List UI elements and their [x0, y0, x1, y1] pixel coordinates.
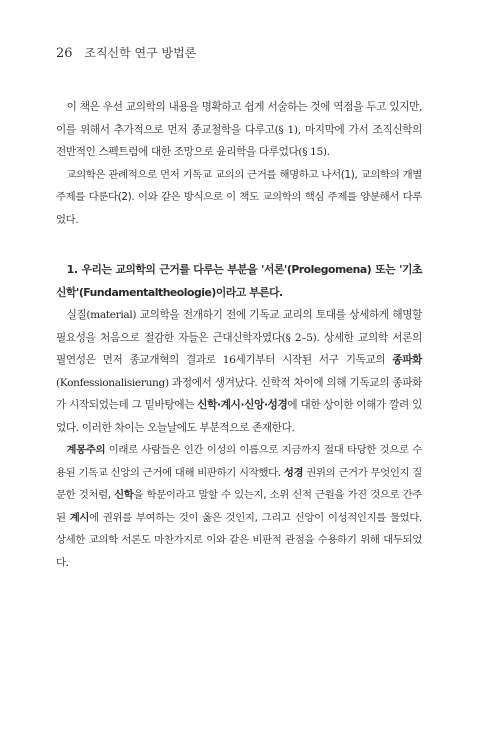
p4-bold-revelation: 계시 [69, 511, 90, 524]
paragraph-dogmatics: 교의학은 관례적으로 먼저 기독교 교의의 근거를 해명하고 나서(1), 교의학의 개별 주제를 다룬다(2). 이와 같은 방식으로 이 책도 교의학의 핵심 주제를 양분해서 다루었다. [56, 168, 422, 226]
section-gap [56, 231, 422, 259]
p3-bold-terms: 신학·계시·신앙·성경 [197, 399, 288, 411]
body-text [56, 96, 422, 574]
p4-bold-enlightenment: 계몽주의 [66, 444, 106, 456]
page-number: 26 [56, 46, 73, 61]
p4-text-4: 에 권위를 부여하는 것이 옳은 것인지, 그리고 신앙이 이성적인지를 물었다. 상세한 교의학 서론도 마찬가지로 이와 같은 비판적 관점을 수용하기 위해 대두되었다. [56, 511, 422, 569]
paragraph-intro: 이 책은 우선 교의학의 내용을 명확하고 쉽게 서술하는 것에 역점을 두고 있지만, 이를 위해서 추가적으로 먼저 종교철학을 다루고(§ 1), 마지막에 가서 조직신학의 전반적인 스펙트럼에 대한 조망으로 윤리학을 다루었다(§ 15). [56, 101, 422, 158]
p3-bold-konfessionalisierung: 종파화 [392, 354, 422, 366]
p3-text-1: 실질(material) 교의학을 전개하기 전에 기독교 교리의 토대를 상세하게 해명할 필요성을 처음으로 절감한 자들은 근대신학자였다(§ 2–5). 상세한 교의학 서론의 필연성은 먼저 종교개혁의 결과로 16세기부터 시작된 서구 기독교의 [56, 309, 422, 366]
paragraph-enlightenment [56, 439, 422, 574]
p4-text-1: 이래로 사람들은 인간 이성의 이름으로 지금까지 절대 타당한 것으로 수용된 기독교 신앙의 근거에 대해 비판하기 시작했다. [56, 444, 422, 479]
running-title: 조직신학 연구 방법론 [84, 46, 197, 60]
running-header [56, 44, 196, 61]
p4-text-3: 을 학문이라고 말할 수 있는지, 소위 신적 근원을 가진 것으로 간주된 [56, 489, 422, 524]
p3-text-2: (Konfessionalisierung) 과정에서 생겨났다. 신학적 차이에 의해 기독교의 종파화가 시작되었는데 그 밑바탕에는 [56, 376, 422, 411]
section-heading: 1. 우리는 교의학의 근거를 다루는 부분을 '서론'(Prolegomena) 또는 '기초신학'(Fundamentaltheologie)이라고 부른다. [56, 263, 422, 299]
p4-text-2: 권위의 근거가 무엇인지 질문한 것처럼, [56, 466, 422, 501]
p4-bold-scripture: 성경 [283, 466, 304, 479]
p3-text-3: 에 대한 상이한 이해가 깔려 있었다. 이러한 차이는 오늘날에도 부분적으로 존재한다. [56, 399, 422, 434]
p4-bold-theology: 신학 [114, 489, 134, 501]
paragraph-material-dogmatics [56, 304, 422, 439]
